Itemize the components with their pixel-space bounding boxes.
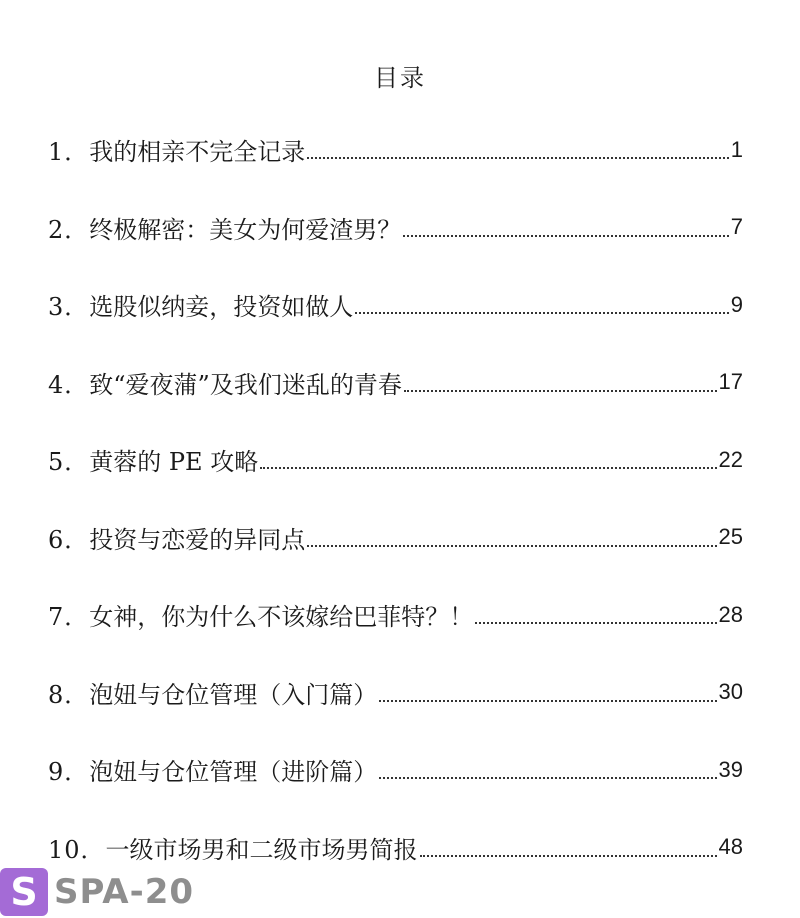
toc-entry-number: 10． — [48, 835, 106, 864]
toc-entry-number: 4． — [48, 370, 90, 399]
toc-leader-dots — [379, 776, 716, 779]
toc-entry-title: 终极解密：美女为何爱渣男？ — [89, 215, 402, 244]
toc-entry-title: 一级市场男和二级市场男简报 — [105, 835, 418, 864]
toc-entry-title: 选股似纳妾，投资如做人 — [89, 293, 354, 321]
toc-entry — [48, 363, 743, 402]
toc-entry — [48, 208, 743, 247]
watermark-text: SPA-20 — [54, 872, 195, 912]
watermark — [0, 866, 194, 918]
toc-entry-page: 25 — [718, 524, 743, 549]
toc-entry-title: 泡妞与仓位管理（进阶篇） — [89, 758, 378, 786]
toc-entry-number: 9． — [48, 758, 90, 786]
toc-entry-title: 投资与恋爱的异同点 — [89, 525, 306, 554]
toc-leader-dots — [379, 699, 716, 702]
toc-entry-page: 30 — [718, 679, 743, 704]
toc-entry-page: 9 — [730, 291, 743, 317]
toc-entry-page: 39 — [718, 756, 743, 782]
toc-entry — [48, 130, 743, 169]
page-title: 目录 — [374, 64, 426, 92]
toc-entry — [48, 595, 743, 634]
toc-leader-dots — [404, 389, 717, 392]
toc-entry-title: 女神，你为什么不该嫁给巴菲特？！ — [89, 603, 474, 631]
toc-entry-title: 致“爱夜蒲”及我们迷乱的青春 — [89, 370, 402, 399]
watermark-logo-icon: S — [0, 868, 48, 916]
toc-entry-title: 黄蓉的 PE 攻略 — [89, 448, 259, 476]
toc-entry — [48, 673, 743, 712]
toc-list — [48, 130, 743, 905]
toc-leader-dots — [355, 311, 728, 314]
toc-entry — [48, 518, 743, 557]
toc-entry — [48, 750, 743, 789]
toc-entry-number: 1． — [48, 138, 90, 166]
toc-entry-page: 1 — [730, 136, 743, 162]
toc-leader-dots — [403, 234, 728, 237]
toc-leader-dots — [307, 544, 716, 547]
toc-leader-dots — [420, 854, 717, 857]
toc-leader-dots — [307, 156, 728, 159]
toc-entry-page: 7 — [730, 214, 743, 239]
toc-entry-title: 泡妞与仓位管理（入门篇） — [89, 680, 378, 709]
toc-entry-page: 17 — [718, 369, 743, 394]
toc-entry — [48, 285, 743, 324]
toc-entry-page: 22 — [718, 446, 743, 472]
toc-entry-number: 2． — [48, 215, 90, 244]
toc-entry-number: 6． — [48, 525, 90, 554]
toc-entry-number: 5． — [48, 448, 90, 476]
toc-entry-number: 8． — [48, 680, 90, 709]
toc-entry — [48, 828, 743, 867]
toc-entry-page: 48 — [718, 834, 743, 859]
toc-leader-dots — [260, 466, 716, 469]
toc-entry — [48, 440, 743, 479]
toc-entry-page: 28 — [718, 601, 743, 627]
toc-entry-number: 7． — [48, 603, 90, 631]
toc-entry-number: 3． — [48, 293, 90, 321]
toc-entry-title: 我的相亲不完全记录 — [89, 138, 306, 166]
toc-leader-dots — [475, 621, 716, 624]
